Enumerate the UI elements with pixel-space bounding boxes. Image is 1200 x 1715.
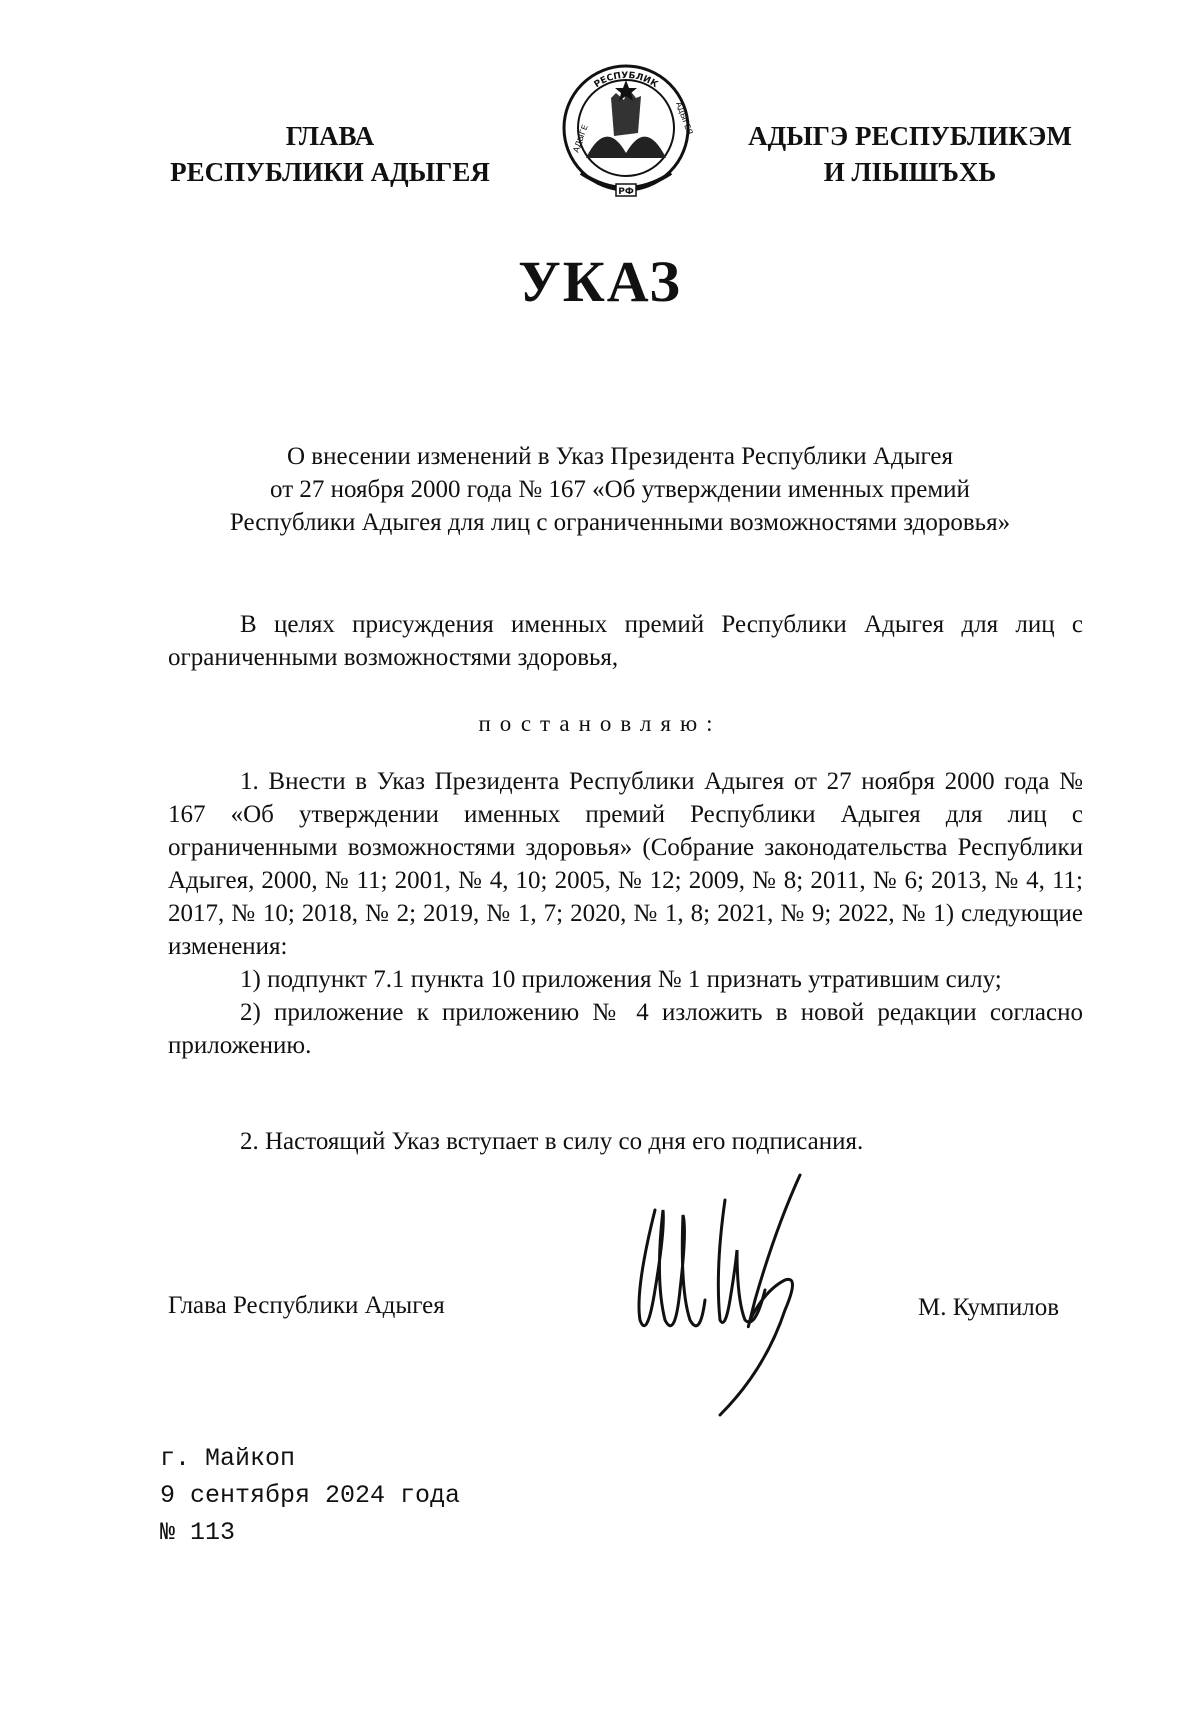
header-right-line1: АДЫГЭ РЕСПУБЛИКЭМ bbox=[748, 121, 1072, 151]
header-left bbox=[150, 118, 510, 190]
signatory-name: М. Кумпилов bbox=[918, 1294, 1060, 1321]
emblem-text-bottom: РФ bbox=[618, 187, 634, 197]
decree-points bbox=[168, 765, 1083, 1062]
point-1: 1. Внести в Указ Президента Республики Адыгея от 27 ноября 2000 года № 167 «Об утверждении именных премий Республики Адыгея для лиц с ограниченными возможностями здоровья» (Собрание законодательства Республики Адыгея, 2000, № 11; 2001, № 4, 10; 2005, № 12; 2009, № 8; 2011, № 6; 2013, № 4, 11; 2017, № 10; 2018, № 2; 2019, № 1, 7; 2020, № 1, 8; 2021, № 9; 2022, № 1) следующие изменения: bbox=[168, 768, 1083, 960]
place-city: г. Майкоп bbox=[160, 1444, 296, 1473]
header-left-line2: РЕСПУБЛИКИ АДЫГЕЯ bbox=[170, 157, 490, 187]
subject-line3: Республики Адыгея для лиц с ограниченными возможностями здоровья» bbox=[229, 509, 1011, 536]
mountain-shape bbox=[586, 137, 666, 158]
document-title: УКАЗ bbox=[518, 249, 682, 314]
decree-subject bbox=[150, 440, 1090, 539]
preamble bbox=[168, 608, 1083, 674]
header-left-line1: ГЛАВА bbox=[285, 121, 375, 151]
emblem-text-left: АДЫГЕ bbox=[571, 123, 590, 154]
emblem-text-right: АДЫГЕЯ bbox=[674, 100, 695, 136]
place-date-block bbox=[160, 1440, 460, 1551]
header-right bbox=[730, 118, 1090, 190]
point-1-sub-2: 2) приложение к приложению № 4 изложить в новой редакции согласно приложению. bbox=[168, 999, 1083, 1059]
coat-of-arms-emblem bbox=[556, 58, 696, 208]
subject-line1: О внесении изменений в Указ Президента Республики Адыгея bbox=[286, 443, 954, 470]
subject-line2: от 27 ноября 2000 года № 167 «Об утверждении именных премий bbox=[270, 476, 970, 503]
signatory-role: Глава Республики Адыгея bbox=[168, 1292, 445, 1319]
header-right-line2: И ЛІЫШЪХЬ bbox=[823, 157, 997, 187]
decree-number: № 113 bbox=[160, 1518, 236, 1547]
decree-date: 9 сентября 2024 года bbox=[160, 1481, 461, 1510]
preamble-text: В целях присуждения именных премий Республики Адыгея для лиц с ограниченными возможностями здоровья, bbox=[168, 611, 1083, 671]
emblem-text-top: РЕСПУБЛИК bbox=[592, 70, 660, 91]
point-2: 2. Настоящий Указ вступает в силу со дня его подписания. bbox=[240, 1128, 864, 1155]
handwritten-signature bbox=[625, 1170, 855, 1430]
decree-point-2 bbox=[168, 1125, 1083, 1158]
point-1-sub-1: 1) подпункт 7.1 пункта 10 приложения № 1 признать утратившим силу; bbox=[240, 966, 1002, 993]
decree-word: постановляю: bbox=[478, 711, 722, 736]
